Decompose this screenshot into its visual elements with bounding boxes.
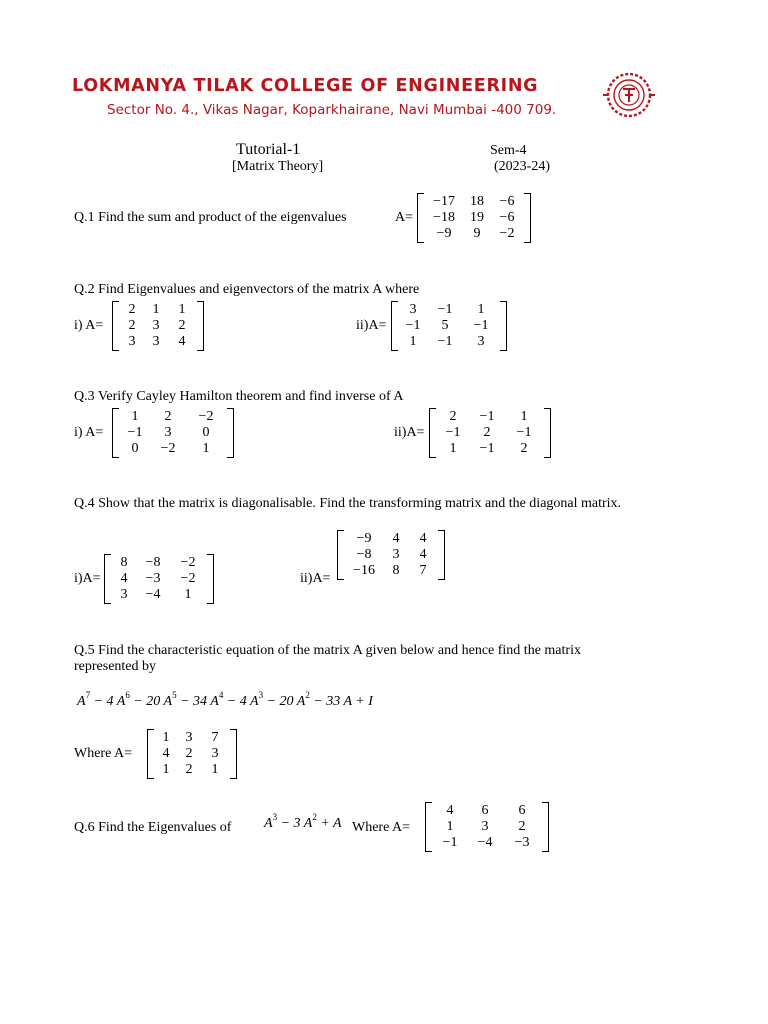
q5-where-label: Where A= — [74, 746, 133, 761]
matrix-cell: 0 — [131, 441, 139, 456]
matrix-cell: 3 — [120, 587, 128, 602]
matrix-cell: 2 — [518, 819, 526, 834]
matrix-cell: 1 — [449, 441, 457, 456]
matrix-cell: 9 — [473, 226, 481, 241]
matrix-cell: 1 — [477, 302, 485, 317]
q3-ii-label: ii)A= — [394, 425, 425, 440]
matrix-cell: −1 — [437, 334, 453, 349]
tutorial-subject: [Matrix Theory] — [232, 159, 324, 174]
matrix-cell: 3 — [128, 334, 136, 349]
matrix-cell: 0 — [202, 425, 210, 440]
matrix-cell: −6 — [499, 210, 515, 225]
matrix-cell: −8 — [356, 547, 372, 562]
college-logo — [601, 70, 657, 120]
q1-text: Q.1 Find the sum and product of the eigenvalues — [74, 210, 347, 225]
q5-text-line1: Q.5 Find the characteristic equation of the matrix A given below and hence find the matrix — [74, 643, 581, 658]
matrix-cell: 4 — [120, 571, 128, 586]
matrix-cell: 1 — [202, 441, 210, 456]
matrix-cell: 1 — [184, 587, 192, 602]
matrix-cell: −17 — [433, 194, 455, 209]
q6-matrix-left-bracket — [425, 802, 432, 852]
matrix-cell: 7 — [211, 730, 219, 745]
matrix-cell: −6 — [499, 194, 515, 209]
matrix-cell: 1 — [178, 302, 186, 317]
matrix-cell: 2 — [164, 409, 172, 424]
q1-matrix — [417, 193, 531, 243]
matrix-cell: −2 — [160, 441, 176, 456]
matrix-cell: 1 — [152, 302, 160, 317]
matrix-cell: 18 — [470, 194, 484, 209]
matrix-cell: 4 — [446, 803, 454, 818]
q1-matrix-left-bracket — [417, 193, 424, 243]
matrix-cell: −4 — [477, 835, 493, 850]
q4-ii-matrix-left-bracket — [337, 530, 344, 580]
q2-text: Q.2 Find Eigenvalues and eigenvectors of the matrix A where — [74, 282, 420, 297]
matrix-cell: −1 — [127, 425, 143, 440]
q4-i-matrix-left-bracket — [104, 554, 111, 604]
semester: Sem-4 — [490, 143, 527, 158]
q1-matrix-right-bracket — [524, 193, 531, 243]
matrix-cell: 2 — [128, 302, 136, 317]
q2-i-matrix-right-bracket — [197, 301, 204, 351]
matrix-cell: 2 — [483, 425, 491, 440]
matrix-cell: 6 — [518, 803, 526, 818]
matrix-cell: 1 — [446, 819, 454, 834]
college-name: LOKMANYA TILAK COLLEGE OF ENGINEERING — [72, 76, 539, 96]
matrix-cell: 1 — [520, 409, 528, 424]
matrix-cell: −8 — [145, 555, 161, 570]
q6-polynomial: $A^3 - 3$ $A^2 + A$ — [264, 812, 342, 831]
matrix-cell: −1 — [437, 302, 453, 317]
q3-text: Q.3 Verify Cayley Hamilton theorem and find inverse of A — [74, 389, 404, 404]
matrix-cell: 3 — [409, 302, 417, 317]
q3-i-matrix-right-bracket — [227, 408, 234, 458]
q4-i-matrix-right-bracket — [207, 554, 214, 604]
q6-matrix-right-bracket — [542, 802, 549, 852]
q5-matrix-right-bracket — [230, 729, 237, 779]
matrix-cell: −1 — [442, 835, 458, 850]
q5-matrix — [147, 729, 237, 779]
matrix-cell: −1 — [479, 441, 495, 456]
q3-ii-matrix — [429, 408, 551, 458]
matrix-cell: 5 — [441, 318, 449, 333]
matrix-cell: −1 — [516, 425, 532, 440]
matrix-cell: −2 — [499, 226, 515, 241]
q4-i-matrix — [104, 554, 214, 604]
matrix-cell: −18 — [433, 210, 455, 225]
matrix-cell: 3 — [211, 746, 219, 761]
q2-ii-label: ii)A= — [356, 318, 387, 333]
matrix-cell: 3 — [152, 334, 160, 349]
matrix-cell: 1 — [131, 409, 139, 424]
matrix-cell: −9 — [356, 531, 372, 546]
q3-i-matrix-left-bracket — [112, 408, 119, 458]
q2-i-matrix — [112, 301, 204, 351]
matrix-cell: 2 — [128, 318, 136, 333]
q4-ii-matrix — [337, 530, 445, 580]
matrix-cell: 4 — [162, 746, 170, 761]
matrix-cell: 2 — [449, 409, 457, 424]
q6-where-label: Where A= — [352, 820, 411, 835]
q4-i-label: i)A= — [74, 571, 101, 586]
matrix-cell: 3 — [477, 334, 485, 349]
q3-i-matrix — [112, 408, 234, 458]
q6-matrix — [425, 802, 549, 852]
q6-text: Q.6 Find the Eigenvalues of — [74, 820, 232, 835]
matrix-cell: −1 — [473, 318, 489, 333]
matrix-cell: −1 — [445, 425, 461, 440]
matrix-cell: 6 — [481, 803, 489, 818]
q3-i-label: i) A= — [74, 425, 104, 440]
q4-ii-matrix-right-bracket — [438, 530, 445, 580]
matrix-cell: −2 — [180, 555, 196, 570]
q1-matrix-label: A= — [395, 210, 414, 225]
q2-i-label: i) A= — [74, 318, 104, 333]
matrix-cell: 7 — [419, 563, 427, 578]
matrix-cell: 1 — [409, 334, 417, 349]
matrix-cell: −3 — [514, 835, 530, 850]
matrix-cell: 3 — [152, 318, 160, 333]
matrix-cell: 2 — [185, 746, 193, 761]
matrix-cell: 1 — [162, 762, 170, 777]
matrix-cell: 3 — [164, 425, 172, 440]
matrix-cell: 4 — [419, 547, 427, 562]
q2-i-matrix-left-bracket — [112, 301, 119, 351]
q2-ii-matrix-left-bracket — [391, 301, 398, 351]
matrix-cell: −2 — [198, 409, 214, 424]
q2-ii-matrix — [391, 301, 507, 351]
academic-year: (2023-24) — [494, 159, 550, 174]
matrix-cell: 4 — [392, 531, 400, 546]
matrix-cell: 3 — [481, 819, 489, 834]
matrix-cell: 2 — [520, 441, 528, 456]
matrix-cell: −9 — [436, 226, 452, 241]
matrix-cell: −4 — [145, 587, 161, 602]
college-address: Sector No. 4., Vikas Nagar, Koparkhairane, Navi Mumbai -400 709. — [107, 102, 557, 118]
matrix-cell: 8 — [120, 555, 128, 570]
tutorial-title: Tutorial-1 — [236, 141, 301, 158]
matrix-cell: 4 — [419, 531, 427, 546]
matrix-cell: 3 — [185, 730, 193, 745]
q2-ii-matrix-right-bracket — [500, 301, 507, 351]
q5-matrix-left-bracket — [147, 729, 154, 779]
matrix-cell: −1 — [405, 318, 421, 333]
matrix-cell: −16 — [353, 563, 375, 578]
q4-ii-label: ii)A= — [300, 571, 331, 586]
matrix-cell: 2 — [185, 762, 193, 777]
q5-polynomial: $A^7 - 4$ $A^6 - 20$ $A^5 - 34$ $A^4 - 4$ $A^3 - 20$ $A^2 - 33$ A + I — [77, 690, 373, 709]
matrix-cell: −1 — [479, 409, 495, 424]
matrix-cell: 1 — [211, 762, 219, 777]
q3-ii-matrix-right-bracket — [544, 408, 551, 458]
q5-text-line2: represented by — [74, 659, 157, 674]
matrix-cell: 8 — [392, 563, 400, 578]
matrix-cell: 2 — [178, 318, 186, 333]
q4-text: Q.4 Show that the matrix is diagonalisable. Find the transforming matrix and the diagonal matrix. — [74, 496, 622, 511]
matrix-cell: 19 — [470, 210, 484, 225]
matrix-cell: −3 — [145, 571, 161, 586]
matrix-cell: 3 — [392, 547, 400, 562]
matrix-cell: −2 — [180, 571, 196, 586]
q3-ii-matrix-left-bracket — [429, 408, 436, 458]
matrix-cell: 4 — [178, 334, 186, 349]
matrix-cell: 1 — [162, 730, 170, 745]
